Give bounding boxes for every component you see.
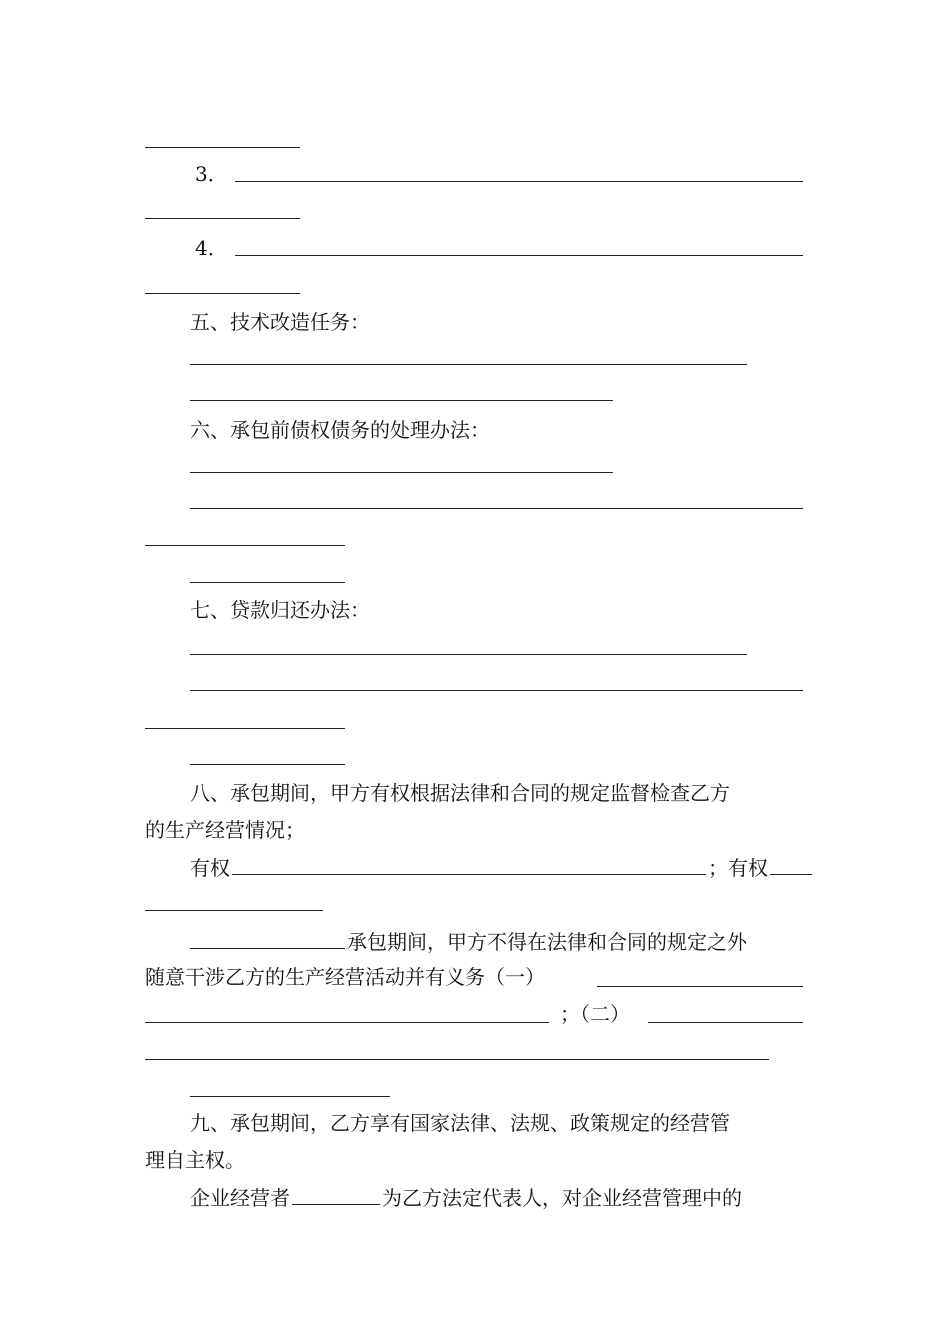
section-8-para-2-line-2 [145, 965, 545, 989]
section-8-line-2: 的生产经营情况； [145, 818, 305, 842]
section-8-line-1: 八、承包期间，甲方有权根据法律和合同的规定监督检查乙方 [190, 781, 730, 805]
obligation-text: 承包期间，甲方不得在法律和合同的规定之外 [347, 930, 747, 954]
blank-line [648, 1022, 803, 1023]
manager-line [190, 1185, 742, 1210]
blank-field [190, 929, 345, 949]
blank-line [190, 582, 345, 583]
rights-label-a: 有权 [190, 856, 230, 880]
blank-line [190, 364, 747, 365]
section-9-line-2: 理自主权。 [145, 1148, 245, 1172]
blank-line [190, 472, 613, 473]
blank-line [190, 400, 613, 401]
blank-field [232, 855, 706, 875]
blank-line [145, 1059, 769, 1060]
section-8-para-2-line-1 [190, 929, 747, 954]
blank-line [145, 910, 323, 911]
blank-line [145, 545, 345, 546]
manager-label-a: 企业经营者 [190, 1186, 290, 1210]
blank-field [292, 1185, 380, 1205]
section-7-heading: 七、贷款归还办法： [190, 598, 370, 622]
blank-line [145, 728, 345, 729]
manager-label-b: 为乙方法定代表人，对企业经营管理中的 [382, 1186, 742, 1210]
blank-line [190, 508, 803, 509]
blank-line [190, 654, 747, 655]
blank-line [145, 218, 300, 219]
section-6-heading: 六、承包前债权债务的处理办法： [190, 418, 490, 442]
obligation-one-label: 随意干涉乙方的生产经营活动并有义务（一） [145, 965, 545, 989]
blank-line [235, 181, 803, 182]
blank-field [770, 855, 812, 875]
blank-line [145, 293, 300, 294]
blank-line [145, 1022, 549, 1023]
item-4-label: 4． [195, 236, 228, 260]
blank-line [235, 255, 803, 256]
obligation-two-label: ；（二） [560, 1002, 630, 1026]
section-5-heading: 五、技术改造任务： [190, 310, 370, 334]
blank-line [190, 764, 345, 765]
blank-line [190, 690, 803, 691]
section-9-line-1: 九、承包期间，乙方享有国家法律、法规、政策规定的经营管 [190, 1111, 730, 1135]
rights-label-b: ；有权 [708, 856, 768, 880]
blank-line [190, 1096, 390, 1097]
rights-line [190, 855, 814, 880]
blank-line [145, 147, 300, 148]
item-3-label: 3． [195, 162, 228, 186]
blank-line [597, 986, 803, 987]
